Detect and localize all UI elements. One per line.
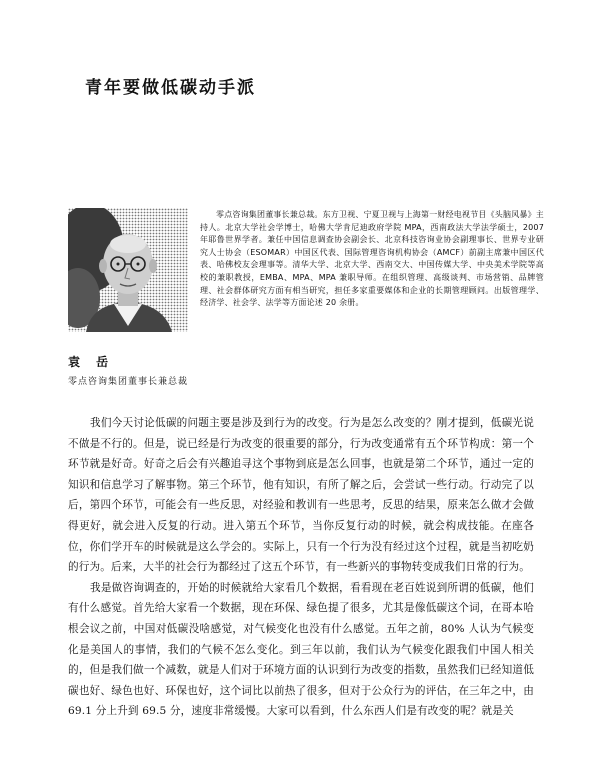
body-paragraph: 我们今天讨论低碳的问题主要是涉及到行为的改变。行为是怎么改变的？刚才提到，低碳光说不做是不行的。但是，说已经是行为改变的很重要的部分，行为改变通常有五个环节构成：第一个环节就是好奇。好奇之后会有兴趣追寻这个事物到底是怎么回事，也就是第二个环节，通过一定的知识和信息学习了解事物。第三个环节，他有知识，有所了解之后，会尝试一些行动。行动完了以后，第四个环节，可能会有一些反思，对经验和教训有一些思考，反思的结果，原来怎么做才会做得更好，就会进入反复的行动。进入第五个环节，当你反复行动的时候，就会构成技能。在座各位，你们学开车的时候就是这么学会的。实际上，只有一个行为没有经过这个过程，就是当初吃奶的行为。后来，大半的社会行为都经过了这五个环节，有一些新兴的事物转变成我们日常的行为。 (68, 417, 534, 574)
author-name: 袁 岳 (68, 355, 115, 369)
body-paragraph: 我是做咨询调查的，开始的时候就给大家看几个数据，看看现在老百姓说到所谓的低碳，他们有什么感觉。首先给大家看一个数据，现在环保、绿色提了很多，尤其是像低碳这个词，在哥本哈根会议之前，中国对低碳没啥感觉，对气候变化也没有什么感觉。五年之前，80% 人认为气候变化是美国人的事情，我们的气候不怎么变化。到三年以前，我们认为气候变化跟我们中国人相关的，但是我们做一个减数，就是人们对于环境方面的认识到行为改变的指数，虽然我们已经知道低碳也好、绿色也好、环保也好，这个词比以前热了很多，但对于公众行为的评估，在三年之中，由 69.1 分上升到 69.5 分，速度非常缓慢。大家可以看到，什么东西人们是有改变的呢？就是关 (68, 581, 534, 718)
author-portrait-photo (68, 208, 188, 332)
article-title: 青年要做低碳动手派 (85, 78, 256, 98)
author-bio: 零点咨询集团董事长兼总裁。东方卫视、宁夏卫视与上海第一财经电视节目《头脑风暴》主持人。北京大学社会学博士，哈佛大学肯尼迪政府学院 MPA，西南政法大学法学硕士，2007 年耶鲁世界学者。兼任中国信息调查协会副会长、北京科技咨询业协会副理事长、世界专业研究人士协会（ESOMAR）中国区代表、国际管理咨询机构协会（AMCF）前副主席兼中国区代表、哈佛校友会理事等。清华大学、北京大学、西南交大、中国传媒大学、中央美术学院等高校的兼职教授，EMBA、MPA、MPA 兼职导师。在组织管理、高级谈判、市场营销、品牌管理、社会群体研究方面有相当研究，担任多家重要媒体和企业的长期管理顾问。出版管理学、经济学、社会学、法学等方面论述 20 余册。 (200, 210, 544, 308)
author-position: 零点咨询集团董事长兼总裁 (68, 377, 189, 387)
article-body (68, 413, 534, 722)
